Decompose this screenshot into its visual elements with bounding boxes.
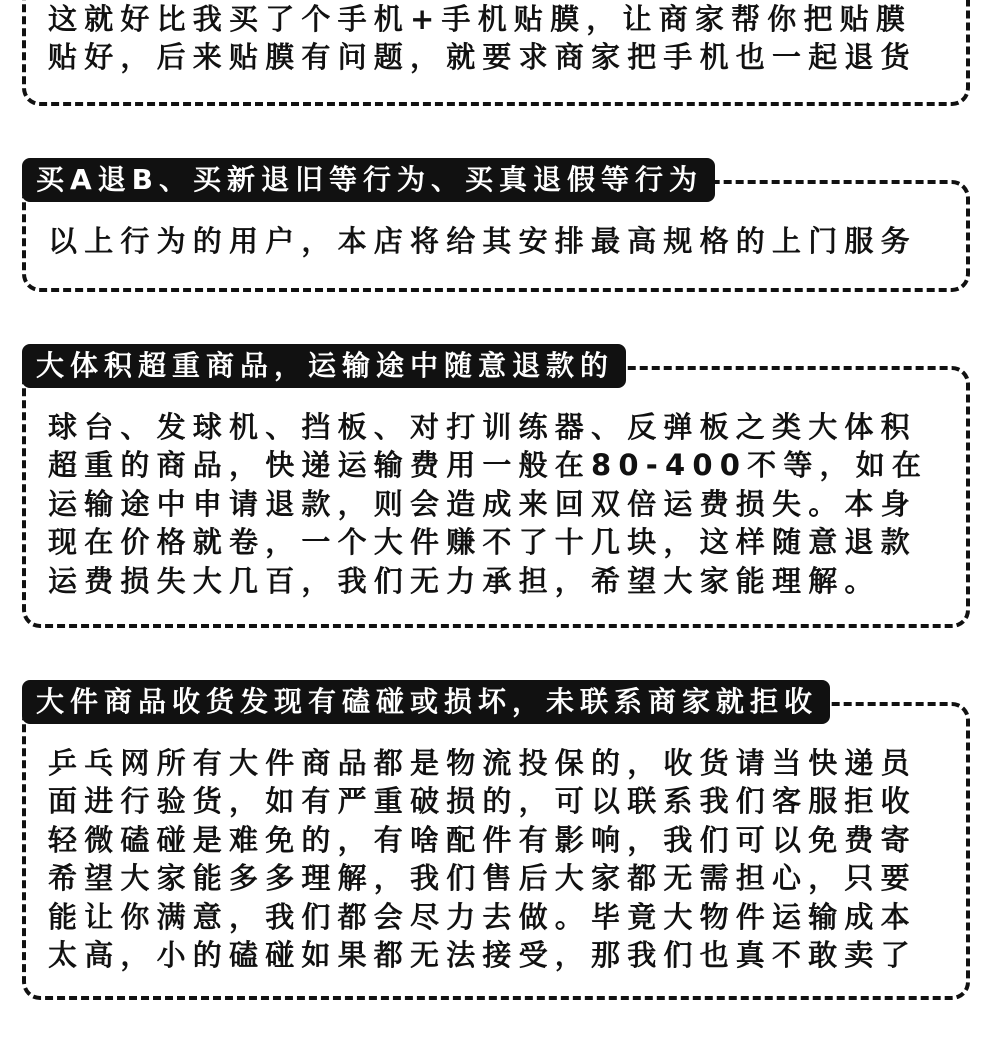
text-line: 贴好，后来贴膜有问题，就要求商家把手机也一起退货 [48,40,917,75]
text-line: 这就好比我买了个手机+手机贴膜，让商家帮你把贴膜 [48,2,913,36]
section-heading-rejection: 大件商品收货发现有磕碰或损坏，未联系商家就拒收 [22,680,830,724]
swap-return-text [48,222,917,260]
phone-analogy-text [48,0,917,77]
rejection-text [48,744,917,974]
text-line: 运费损失大几百，我们无力承担，希望大家能理解。 [48,563,881,598]
text-line: 超重的商品，快递运输费用一般在80-400不等，如在 [48,448,929,483]
text-line: 以上行为的用户，本店将给其安排最高规格的上门服务 [48,224,917,258]
text-line: 面进行验货，如有严重破损的，可以联系我们客服拒收 [48,784,917,819]
section-heading-swap-return: 买A退B、买新退旧等行为、买真退假等行为 [22,158,715,202]
text-line: 希望大家能多多理解，我们售后大家都无需担心，只要 [48,861,917,896]
bulky-refund-text [48,408,928,600]
text-line: 太高，小的磕碰如果都无法接受，那我们也真不敢卖了 [48,937,917,972]
section-heading-bulky-refund: 大体积超重商品，运输途中随意退款的 [22,344,626,388]
text-line: 能让你满意，我们都会尽力去做。毕竟大物件运输成本 [48,899,917,934]
text-line: 球台、发球机、挡板、对打训练器、反弹板之类大体积 [48,410,917,444]
text-line: 轻微磕碰是难免的，有啥配件有影响，我们可以免费寄 [48,822,917,857]
text-line: 运输途中申请退款，则会造成来回双倍运费损失。本身 [48,486,917,521]
text-line: 现在价格就卷，一个大件赚不了十几块，这样随意退款 [48,525,917,560]
text-line: 乒乓网所有大件商品都是物流投保的，收货请当快递员 [48,746,917,780]
